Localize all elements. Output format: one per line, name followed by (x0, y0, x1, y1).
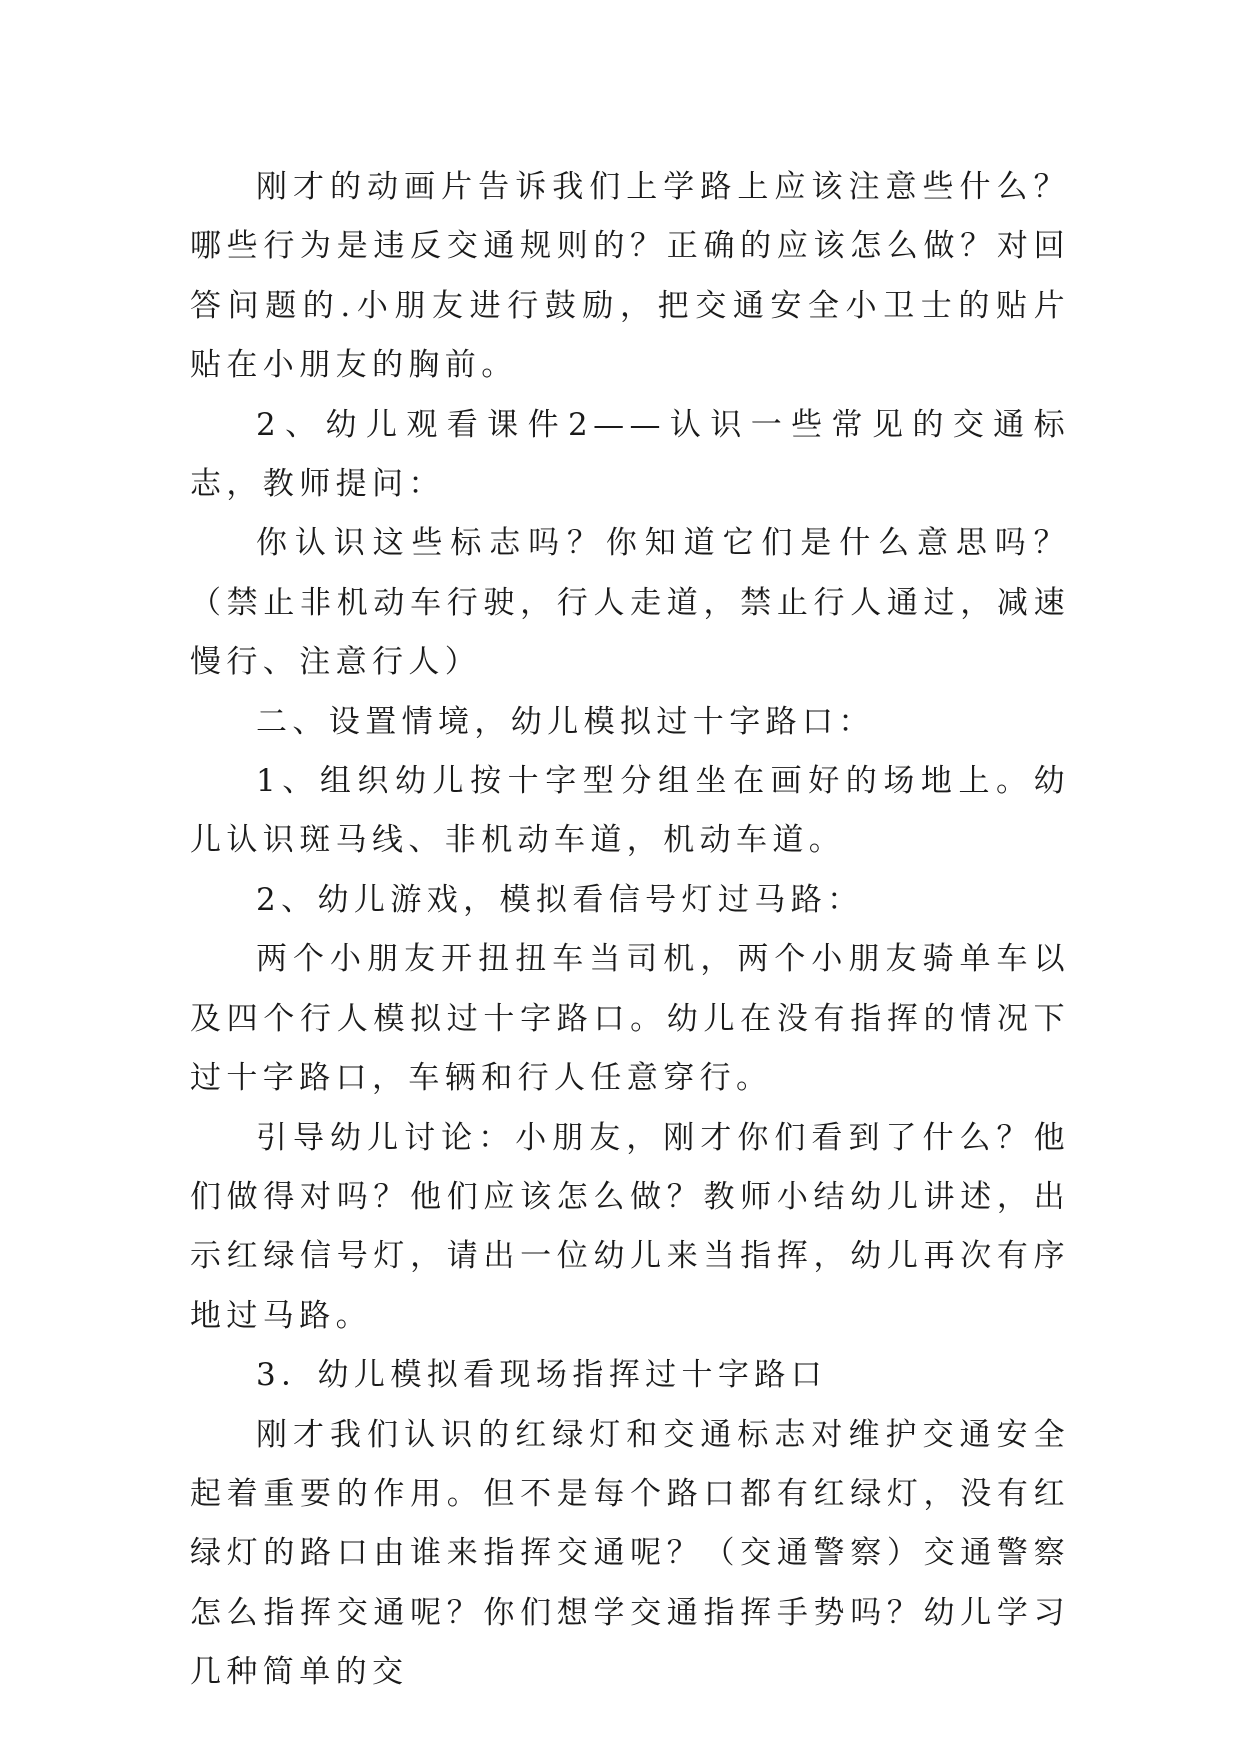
paragraph-traffic-police: 刚才我们认识的红绿灯和交通标志对维护交通安全起着重要的作用。但不是每个路口都有红绿灯，没有红绿灯的路口由谁来指挥交通呢？（交通警察）交通警察怎么指挥交通呢？你们想学交通指挥手势吗？幼儿学习几种简单的交 (190, 1416, 1070, 1691)
paragraph-signal-game: 2、幼儿游戏，模拟看信号灯过马路： (256, 881, 864, 918)
paragraph-onsite-command: 3．幼儿模拟看现场指挥过十字路口 (256, 1357, 828, 1394)
section-heading-scenario: 二、设置情境，幼儿模拟过十字路口： (256, 703, 875, 740)
paragraph-courseware-2: 2、幼儿观看课件2——认识一些常见的交通标志，教师提问： (190, 406, 1070, 503)
paragraph-discussion: 引导幼儿讨论：小朋友，刚才你们看到了什么？他们做得对吗？他们应该怎么做？教师小结幼儿讲述，出示红绿信号灯，请出一位幼儿来当指挥，幼儿再次有序地过马路。 (190, 1119, 1070, 1334)
paragraph-traffic-signs: 你认识这些标志吗？你知道它们是什么意思吗？（禁止非机动车行驶，行人走道，禁止行人通过，减速慢行、注意行人） (190, 525, 1070, 681)
document-body (190, 158, 1070, 1703)
paragraph-simulation: 两个小朋友开扭扭车当司机，两个小朋友骑单车以及四个行人模拟过十字路口。幼儿在没有指挥的情况下过十字路口，车辆和行人任意穿行。 (190, 941, 1070, 1097)
paragraph-organize-groups: 1、组织幼儿按十字型分组坐在画好的场地上。幼儿认识斑马线、非机动车道，机动车道。 (190, 763, 1070, 859)
paragraph-cartoon-questions: 刚才的动画片告诉我们上学路上应该注意些什么？哪些行为是违反交通规则的？正确的应该怎么做？对回答问题的.小朋友进行鼓励，把交通安全小卫士的贴片贴在小朋友的胸前。 (190, 169, 1070, 384)
